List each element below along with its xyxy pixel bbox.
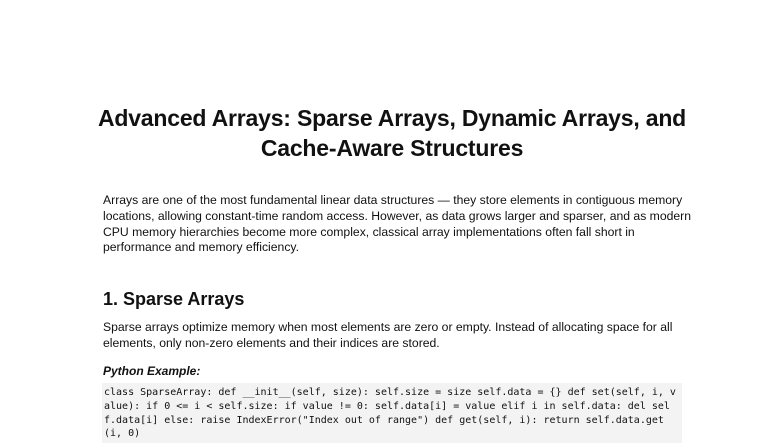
intro-paragraph: Arrays are one of the most fundamental linear data structures — they store elements in contiguous memory locations, allowing constant-time random access. However, as data grows larger and sparser, and as modern CPU memory hierarchies become more complex, classical array implementations often fall short in performance and memory efficiency.: [103, 193, 692, 255]
section-paragraph: Sparse arrays optimize memory when most elements are zero or empty. Instead of allocating space for all elements, only non-zero elements and their indices are stored.: [103, 320, 673, 350]
document-title: Advanced Arrays: Sparse Arrays, Dynamic Arrays, and Cache-Aware Structures: [97, 105, 687, 161]
code-block: class SparseArray: def __init__(self, size): self.size = size self.data = {} def set(self, i, value): if 0 <= i < self.size: if value != 0: self.data[i] = value elif i in self.data: del self.data[i] else: raise IndexError("Index out of range") def get(self, i): return self.data.get(i, 0): [102, 383, 682, 443]
section-heading: 1. Sparse Arrays: [103, 289, 245, 309]
code-example-label: Python Example:: [103, 364, 201, 378]
